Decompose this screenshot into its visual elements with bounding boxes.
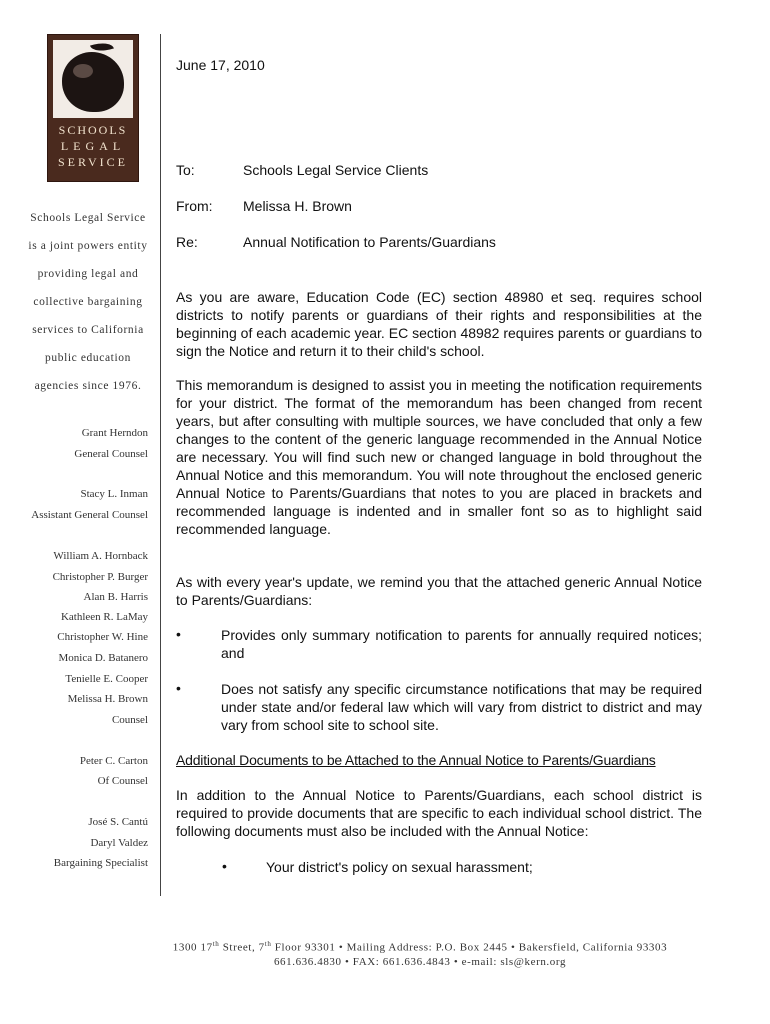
staff-title: Bargaining Specialist (53, 857, 148, 869)
staff-name: Grant Herndon (81, 427, 148, 439)
bullet-item-1: Provides only summary notification to parents for annually required notices; and (221, 627, 702, 661)
sidebar-blurb-line: public education (45, 352, 131, 364)
paragraph-3: As with every year's update, we remind you that the attached generic Annual Notice to Parents/Guardians: (176, 574, 702, 608)
footer-address: 1300 17th Street, 7th Floor 93301 • Mailing Address: P.O. Box 2445 • Bakersfield, California 93303 (172, 940, 668, 954)
to-label: To: (176, 162, 195, 178)
staff-name: Daryl Valdez (90, 837, 148, 849)
vertical-divider (160, 34, 161, 896)
apple-emblem (53, 40, 133, 118)
staff-name: Kathleen R. LaMay (60, 611, 148, 623)
bullet-marker: • (176, 626, 181, 642)
staff-name: José S. Cantú (88, 816, 148, 828)
sidebar-blurb-line: is a joint powers entity (28, 240, 148, 252)
to-value: Schools Legal Service Clients (243, 162, 429, 178)
staff-title: General Counsel (74, 448, 148, 460)
sidebar-blurb-line: Schools Legal Service (30, 212, 146, 224)
bullet-marker: • (176, 680, 181, 696)
paragraph-2: This memorandum is designed to assist you in meeting the notification requirements for your district. The format of the memorandum has been changed from recent years, but after consulting with multiple sources, we have concluded that only a few changes to the content of the generic language recommended in the Annual Notice are necessary. You will find such new or changed language in bold throughout the Annual Notice and this memorandum. You will note throughout the enclosed generic Annual Notice to Parents/Guardians that notes to you are placed in brackets and recommended language is indented and in smaller font so as to highlight said recommended language. (176, 377, 702, 537)
footer-contact: 661.636.4830 • FAX: 661.636.4843 • e-mail: sls@kern.org (273, 956, 567, 968)
staff-name: Christopher P. Burger (52, 571, 148, 583)
re-value: Annual Notification to Parents/Guardians (243, 234, 496, 250)
apple-shape (62, 52, 124, 112)
sidebar-blurb-line: providing legal and (37, 268, 139, 280)
staff-title: Of Counsel (97, 775, 148, 787)
staff-name: Alan B. Harris (83, 591, 148, 603)
staff-name: Melissa H. Brown (67, 693, 148, 705)
staff-name: William A. Hornback (53, 550, 148, 562)
staff-name: Christopher W. Hine (57, 631, 148, 643)
staff-name: Peter C. Carton (79, 755, 148, 767)
re-label: Re: (176, 234, 198, 250)
letter-date: June 17, 2010 (176, 57, 265, 73)
staff-title: Counsel (111, 714, 148, 726)
section-heading: Additional Documents to be Attached to the Annual Notice to Parents/Guardians (176, 752, 656, 768)
staff-name: Stacy L. Inman (80, 488, 148, 500)
sidebar-blurb-line: services to California (32, 324, 144, 336)
from-label: From: (176, 198, 213, 214)
logo-text-line3: SERVICE (57, 155, 129, 169)
logo-text-line2: LEGAL (60, 139, 126, 153)
sidebar-blurb-line: agencies since 1976. (34, 380, 142, 392)
paragraph-1: As you are aware, Education Code (EC) section 48980 et seq. requires school districts to notify parents or guardians of their rights and responsibilities at the beginning of each academic year. EC section 48982 requires parents or guardians to sign the Notice and return it to their child's school. (176, 289, 702, 359)
bullet-item-3: Your district's policy on sexual harassment; (266, 859, 533, 875)
logo-text-line1: SCHOOLS (58, 123, 128, 137)
staff-name: Monica D. Batanero (58, 652, 148, 664)
from-value: Melissa H. Brown (243, 198, 352, 214)
paragraph-4: In addition to the Annual Notice to Parents/Guardians, each school district is required to provide documents that are specific to each individual school district. The following documents must also be included with the Annual Notice: (176, 787, 702, 839)
bullet-marker: • (222, 858, 227, 874)
schools-legal-service-logo (47, 34, 139, 182)
sidebar-blurb-line: collective bargaining (33, 296, 143, 308)
bullet-item-2: Does not satisfy any specific circumstance notifications that may be required under state and/or federal law which will vary from district to district and may vary from school site to school site. (221, 681, 702, 733)
staff-title: Assistant General Counsel (31, 509, 148, 521)
staff-name: Tenielle E. Cooper (65, 673, 148, 685)
